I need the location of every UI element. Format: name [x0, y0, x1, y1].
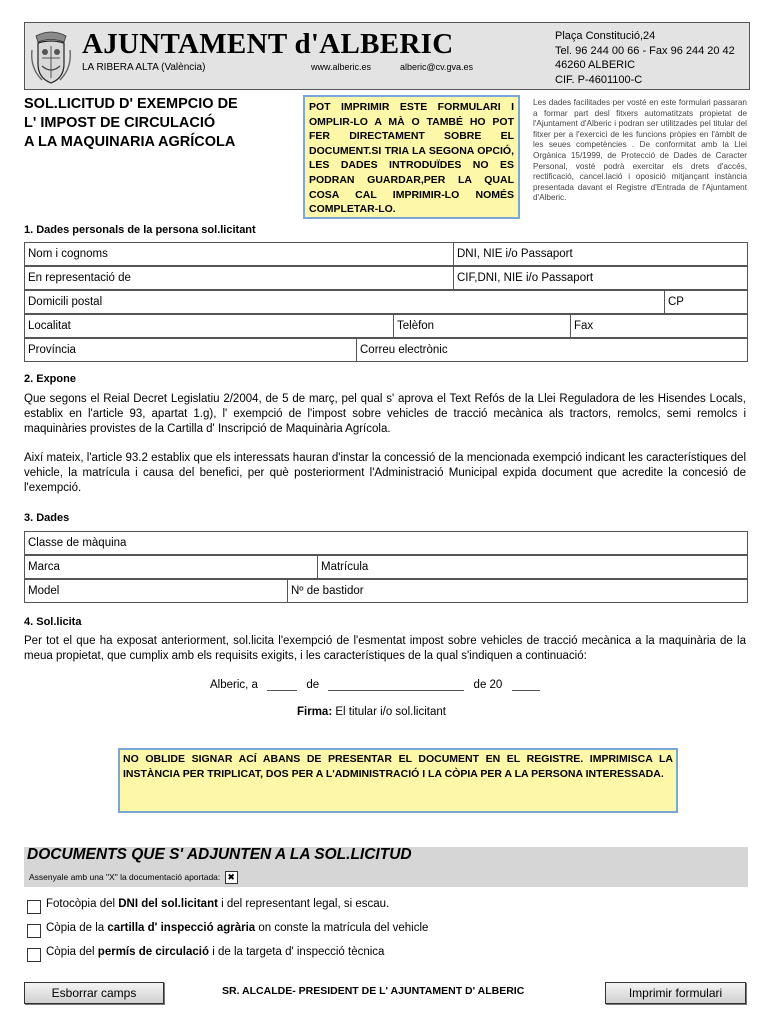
field-label: Nom i cognoms [28, 248, 108, 260]
signature-text: El titular i/o sol.licitant [335, 706, 446, 718]
field-label: Marca [28, 561, 60, 573]
document-item-bold: permís de circulació [97, 946, 210, 958]
machine-class-field[interactable] [25, 532, 748, 555]
place-label: Alberic, a [210, 679, 258, 691]
recipient-text: SR. ALCALDE- PRESIDENT DE L' AJUNTAMENT D' ALBERIC [222, 985, 525, 997]
document-item-text: on conste la matrícula del vehicle [255, 922, 429, 934]
document-item-agrarian-card [46, 922, 428, 934]
field-label: Matrícula [321, 561, 369, 573]
agrarian-card-checkbox[interactable] [27, 924, 41, 938]
representation-table [24, 266, 748, 290]
field-label: Domicili postal [28, 296, 103, 308]
address-block [555, 29, 735, 87]
documents-heading: DOCUMENTS QUE S' ADJUNTEN A LA SOL.LICITUD [27, 846, 412, 863]
address-line: Plaça Constitució,24 [555, 30, 656, 42]
form-title-line: A LA MAQUINARIA AGRÍCOLA [24, 134, 236, 150]
day-input[interactable] [267, 678, 297, 691]
signature-label: Firma: [297, 706, 333, 718]
document-item-dni [46, 898, 389, 910]
field-label: En representació de [28, 272, 131, 284]
document-item-circulation-permit [46, 946, 384, 958]
province-field[interactable] [25, 339, 357, 362]
request-paragraph: Per tot el que ha exposat anteriorment, sol.licita l'exempció de l'esmentat impost sobre vehicles de tracció mecànica a la maquinària de la meua propietat, que cumplix amb els requisits exigits, i les característiques de la qual s'indiquen a continuació: [24, 635, 746, 662]
field-label: Classe de màquina [28, 537, 127, 549]
field-label: DNI, NIE i/o Passaport [457, 248, 573, 260]
dni-checkbox[interactable] [27, 900, 41, 914]
representation-field[interactable] [25, 267, 454, 290]
postal-address-field[interactable] [25, 291, 665, 314]
phone-field[interactable] [394, 315, 571, 338]
expone-paragraph-1: Que segons el Reial Decret Legislatiu 2/2004, de 5 de març, pel qual s' aprova el Text Refós de la Llei Reguladora de les Hisendes Locals, establix en l'article 93, apartat 1.g), l' exempció de l'impost sobre vehicles de tracció mecànica als tractors, remolcs, semi remolcs i maquinàries provistes de la Cartilla d' Inscripció de Maquinària Agrícola. [24, 393, 746, 435]
model-field[interactable] [25, 580, 288, 603]
section-machine-data-heading: 3. Dades [24, 512, 70, 524]
document-item-text: Fotocòpia del [46, 898, 119, 910]
cif-line: CIF. P-4601100-C [555, 73, 643, 86]
region-text: LA RIBERA ALTA (València) [82, 62, 206, 73]
fax-field[interactable] [571, 315, 748, 338]
field-label: Fax [574, 320, 594, 332]
locality-table [24, 314, 748, 338]
postal-code-line: 46260 ALBERIC [555, 59, 636, 71]
chassis-number-field[interactable] [288, 580, 748, 603]
full-name-field[interactable] [25, 243, 454, 266]
privacy-notice: Les dades facilitades per vosté en este formulari passaran a formar part desl fitxers automatitzats propietat de l'Ajuntament d'Alberic i podran ser utilitzades pel titular del fitxer per a l'exercici de les funcions pròpies en l'àmblt de les seues competències . De conformitat amb la Llei Orgànica 15/1999, de Protecció de Dades de Caracter Personal, vosté podrà exercitar els drets d'accés, rectificació, cancel.lació i oposició mitjançant instància presentada davant el Registre d'Entrada de l'Ajuntament d'Alberic. [533, 98, 747, 203]
form-title [24, 95, 294, 152]
place-date-line [210, 678, 540, 691]
document-item-text: i del representant legal, si escau. [217, 898, 390, 910]
print-form-button[interactable]: Imprimir formulari [605, 982, 746, 1004]
machine-class-table [24, 531, 748, 555]
document-item-text: i de la targeta d' inspecció tècnica [209, 946, 385, 958]
signature-line [297, 706, 446, 718]
document-item-text: Còpia del [46, 946, 98, 958]
brand-table [24, 555, 748, 579]
locality-field[interactable] [25, 315, 394, 338]
field-label: Província [28, 344, 76, 356]
date-de-label: de [306, 679, 320, 691]
phone-fax-line: Tel. 96 244 00 66 - Fax 96 244 20 42 [555, 44, 735, 57]
email-text: alberic@cv.gva.es [400, 62, 473, 72]
documents-hint-text: Assenyale amb una "X" la documentació aportada: [29, 871, 221, 882]
clear-fields-button[interactable]: Esborrar camps [24, 982, 164, 1004]
website-text: www.alberic.es [311, 62, 372, 72]
town-hall-name: AJUNTAMENT d'ALBERIC [82, 28, 454, 60]
circulation-permit-checkbox[interactable] [27, 948, 41, 962]
document-item-bold: DNI del sol.licitant [118, 898, 218, 910]
section-expone-heading: 2. Expone [24, 373, 76, 385]
email-field[interactable] [357, 339, 748, 362]
personal-data-table [24, 242, 748, 266]
field-label: Nº de bastidor [291, 585, 364, 597]
section-request-heading: 4. Sol.licita [24, 616, 82, 628]
field-label: Localitat [28, 320, 71, 332]
form-title-line: SOL.LICITUD D' EXEMPCIO DE [24, 96, 238, 112]
field-label: Correu electrònic [360, 344, 448, 356]
print-instructions-note: POT IMPRIMIR ESTE FORMULARI I OMPLIR-LO A MÀ O TAMBÉ HO POT FER DIRECTAMENT SOBRE EL DOCUMENT.SI TRIA LA SEGONA OPCIÓ, LES DADES INTRODUÏDES NO ES PODRAN GUARDAR,PER LA QUAL COSA CAL IMPRIMIR-LO NOMÉS COMPLETAR-LO. [303, 95, 520, 219]
documents-hint [29, 871, 238, 884]
expone-paragraph-2: Així mateix, l'article 93.2 establix que els interessats hauran d'instar la concessió de la mencionada exempció indicant les característiques del vehicle, la matrícula i causa del benefici, per què posteriorment l'Administració Municipal expida document que acredite la concesió de l'exempció. [24, 452, 746, 494]
field-label: Model [28, 585, 60, 597]
form-title-line: L' IMPOST DE CIRCULACIÓ [24, 115, 216, 131]
brand-field[interactable] [25, 556, 318, 579]
plate-field[interactable] [318, 556, 748, 579]
cif-field[interactable] [454, 267, 748, 290]
province-table [24, 338, 748, 362]
address-table [24, 290, 748, 314]
cp-field[interactable] [665, 291, 748, 314]
year-label: de 20 [473, 679, 503, 691]
field-label: Telèfon [397, 320, 435, 332]
field-label: CIF,DNI, NIE i/o Passaport [457, 272, 594, 284]
field-label: CP [668, 296, 684, 308]
coat-of-arms-icon [30, 28, 72, 86]
model-table [24, 579, 748, 603]
document-item-text: Còpia de la [46, 922, 108, 934]
example-check-icon: ✖ [225, 871, 238, 884]
dni-field[interactable] [454, 243, 748, 266]
section-personal-data-heading: 1. Dades personals de la persona sol.licitant [24, 224, 256, 236]
document-item-bold: cartilla d' inspecció agrària [107, 922, 256, 934]
signature-warning-note: NO OBLIDE SIGNAR ACÍ ABANS DE PRESENTAR EL DOCUMENT EN EL REGISTRE. IMPRIMISCA LA INSTÀNCIA PER TRIPLICAT, DOS PER A L'ADMINISTRACIÓ I LA CÒPIA PER A LA PERSONA INTERESSADA. [118, 748, 678, 813]
year-input[interactable] [512, 678, 540, 691]
month-input[interactable] [328, 678, 464, 691]
